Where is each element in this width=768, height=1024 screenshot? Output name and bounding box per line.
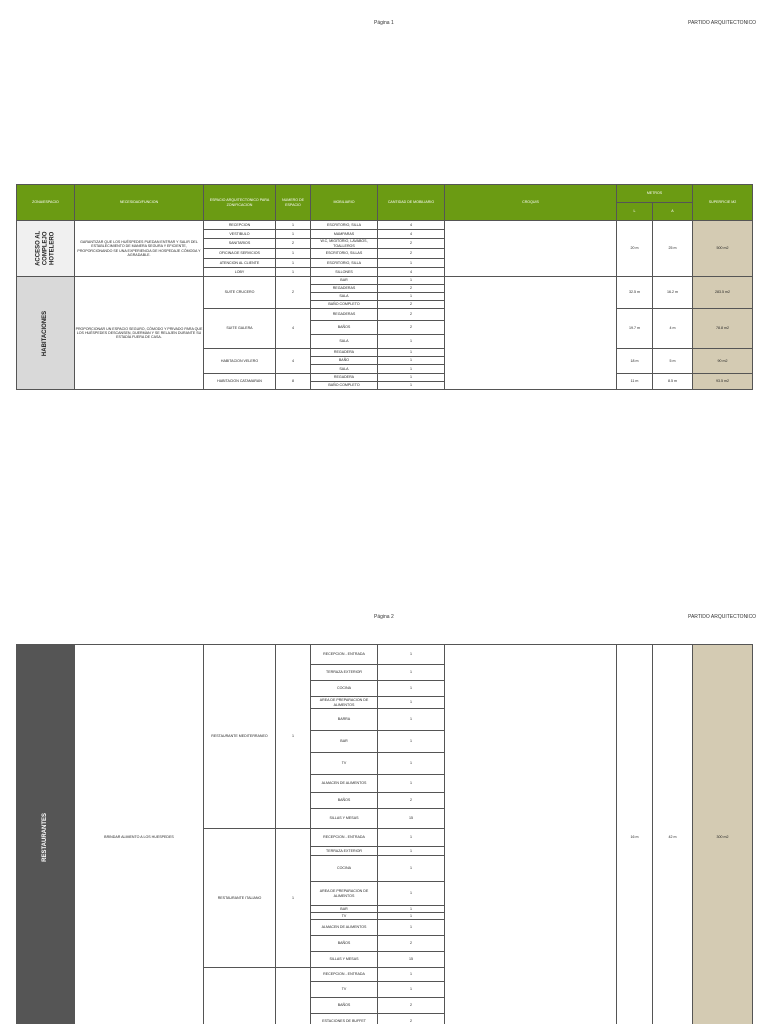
area-cell: 90 m2 <box>693 349 753 374</box>
numero-cell: 1 <box>276 268 311 277</box>
espacio-cell: RESTAURANTE MEDITERRANEO <box>204 645 276 829</box>
header-cantidad: CANTIDAD DE MOBILIARIO <box>378 185 445 221</box>
numero-cell: 1 <box>276 645 311 829</box>
cantidad-cell: 1 <box>378 847 445 856</box>
cantidad-cell: 2 <box>378 239 445 249</box>
mobiliario-cell: ALMACEN DE ALIMENTOS <box>311 775 378 793</box>
cantidad-cell: 15 <box>378 952 445 968</box>
habitaciones-necesidad: PROPORCIONAR UN ESPACIO SEGURO, CÓMODO Y PRIVADO PARA QUE LOS HUÉSPEDES DESCANSEN, DUERMAN Y SE RELAJEN DURANTE SU ESTADÍA FUERA DE CASA. <box>75 277 204 390</box>
numero-cell: 8 <box>276 374 311 390</box>
cantidad-cell: 1 <box>378 374 445 382</box>
area-cell: 283.5 m2 <box>693 277 753 309</box>
page2-clip <box>0 644 768 1024</box>
area-cell: 93.5 m2 <box>693 374 753 390</box>
cantidad-cell: 4 <box>378 221 445 230</box>
program-table-page2 <box>16 644 753 1024</box>
cantidad-cell: 1 <box>378 293 445 301</box>
header-metros: METROS <box>617 185 693 203</box>
cantidad-cell: 1 <box>378 913 445 920</box>
mobiliario-cell: BAÑOS <box>311 321 378 335</box>
espacio-cell: RESTAURANTE ITALIANO <box>204 829 276 968</box>
cantidad-cell: 1 <box>378 731 445 753</box>
mobiliario-cell: TERRAZA EXTERIOR <box>311 665 378 681</box>
cantidad-cell: 1 <box>378 709 445 731</box>
cantidad-cell: 1 <box>378 920 445 936</box>
program-table-page1 <box>16 184 753 390</box>
mobiliario-cell: SILLAS Y MESAS <box>311 809 378 829</box>
zone-acceso-label: ACCESO AL COMPLEJO HOTELERO <box>35 230 55 267</box>
espacio-cell: LOBY <box>204 268 276 277</box>
mobiliario-cell: BAÑO <box>311 357 378 365</box>
numero-cell: 1 <box>276 249 311 259</box>
header-zona: ZONA/ESPACIO <box>17 185 75 221</box>
mobiliario-cell: BAR <box>311 277 378 285</box>
cantidad-cell: 1 <box>378 968 445 982</box>
numero-cell: 1 <box>276 829 311 968</box>
espacio-cell <box>204 968 276 1024</box>
mobiliario-cell: BAÑOS <box>311 936 378 952</box>
croquis-cell <box>445 645 617 1024</box>
cantidad-cell: 1 <box>378 856 445 882</box>
area-cell: 500 m2 <box>693 221 753 277</box>
cantidad-cell: 2 <box>378 998 445 1014</box>
mobiliario-cell: BAÑO COMPLETO <box>311 382 378 390</box>
numero-cell <box>276 968 311 1024</box>
croquis-cell <box>445 277 617 390</box>
cantidad-cell: 1 <box>378 349 445 357</box>
numero-cell: 2 <box>276 277 311 309</box>
cantidad-cell: 1 <box>378 645 445 665</box>
acceso-necesidad: GARANTIZAR QUE LOS HUÉSPEDES PUEDAN ENTRAR Y SALIR DEL ESTABLECIMIENTO DE MANERA SEGURA Y EFICIENTE, PROPORCIONANDO SE UNA EXPERIENCIA DE HOSPEDAJE CÓMODA Y AGRADABLE. <box>75 221 204 277</box>
mobiliario-cell: SILLONES <box>311 268 378 277</box>
espacio-cell: SUITE GALERA <box>204 309 276 349</box>
cantidad-cell: 1 <box>378 906 445 913</box>
cantidad-cell: 2 <box>378 285 445 293</box>
cantidad-cell: 4 <box>378 268 445 277</box>
width-cell: 8.5 m <box>653 374 693 390</box>
mobiliario-cell: TERRAZA EXTERIOR <box>311 847 378 856</box>
mobiliario-cell: COCINA <box>311 681 378 697</box>
cantidad-cell: 4 <box>378 230 445 239</box>
cantidad-cell: 1 <box>378 753 445 775</box>
cantidad-cell: 2 <box>378 301 445 309</box>
cantidad-cell: 1 <box>378 335 445 349</box>
length-cell: 20 m <box>617 221 653 277</box>
mobiliario-cell: SALA <box>311 365 378 374</box>
header-espacio: ESPACIO ARQUITECTONICO PARA ZONIFICACION <box>204 185 276 221</box>
length-cell: 11 m <box>617 374 653 390</box>
document-title: PARTIDO ARQUITECTONICO <box>688 614 757 620</box>
width-cell: 4 m <box>653 309 693 349</box>
espacio-cell: OFICINA DE SERVICIOS <box>204 249 276 259</box>
zone-habitaciones <box>17 277 75 390</box>
area-cell: 300 m2 <box>693 645 753 1024</box>
length-cell: 16 m <box>617 645 653 1024</box>
mobiliario-cell: TV <box>311 913 378 920</box>
cantidad-cell: 1 <box>378 697 445 709</box>
cantidad-cell: 1 <box>378 829 445 847</box>
mobiliario-cell: ESCRITORIO, SILLA <box>311 259 378 268</box>
cantidad-cell: 1 <box>378 382 445 390</box>
mobiliario-cell: SILLAS Y MESAS <box>311 952 378 968</box>
mobiliario-cell: ESTACIONES DE BUFFET <box>311 1014 378 1024</box>
mobiliario-cell: AREA DE PREPARACION DE ALIMENTOS <box>311 882 378 906</box>
espacio-cell: SANITARIOS <box>204 239 276 249</box>
mobiliario-cell: SALA <box>311 293 378 301</box>
numero-cell: 1 <box>276 221 311 230</box>
mobiliario-cell: BAÑOS <box>311 793 378 809</box>
mobiliario-cell: COCINA <box>311 856 378 882</box>
cantidad-cell: 2 <box>378 309 445 321</box>
mobiliario-cell: RECEPCION - ENTRADA <box>311 968 378 982</box>
cantidad-cell: 2 <box>378 321 445 335</box>
zone-restaurantes-label: RESTAURANTES <box>42 812 49 862</box>
width-cell: 5 m <box>653 349 693 374</box>
mobiliario-cell: W.C, MIGITORIO, LAVABOS, TOALLEROS <box>311 239 378 249</box>
header-a: A <box>653 203 693 221</box>
header-croquis: CROQUIS <box>445 185 617 221</box>
width-cell: 16.2 m <box>653 277 693 309</box>
cantidad-cell: 15 <box>378 809 445 829</box>
numero-cell: 1 <box>276 230 311 239</box>
length-cell: 32.5 m <box>617 277 653 309</box>
zone-acceso <box>17 221 75 277</box>
header-numero: NUMERO DE ESPACIO <box>276 185 311 221</box>
cantidad-cell: 1 <box>378 277 445 285</box>
mobiliario-cell: SALA <box>311 335 378 349</box>
cantidad-cell: 1 <box>378 882 445 906</box>
espacio-cell: HABITACION CATAMARAN <box>204 374 276 390</box>
zone-habitaciones-label: HABITACIONES <box>42 310 49 356</box>
length-cell: 18 m <box>617 349 653 374</box>
mobiliario-cell: RECEPCION - ENTRADA <box>311 645 378 665</box>
header-mobiliario: MOBILIARIO <box>311 185 378 221</box>
mobiliario-cell: REGADERA <box>311 349 378 357</box>
espacio-cell: ATENCION AL CLIENTE <box>204 259 276 268</box>
mobiliario-cell: REGADERAS <box>311 285 378 293</box>
mobiliario-cell: RECEPCION - ENTRADA <box>311 829 378 847</box>
mobiliario-cell: ESCRITORIO, SILLAS <box>311 249 378 259</box>
numero-cell: 4 <box>276 309 311 349</box>
page-number: Página 1 <box>374 20 394 26</box>
cantidad-cell: 1 <box>378 259 445 268</box>
cantidad-cell: 1 <box>378 982 445 998</box>
header-superficie: SUPERFICIE M2 <box>693 185 753 221</box>
numero-cell: 2 <box>276 239 311 249</box>
croquis-cell <box>445 221 617 277</box>
cantidad-cell: 2 <box>378 1014 445 1024</box>
cantidad-cell: 1 <box>378 681 445 697</box>
length-cell: 19.7 m <box>617 309 653 349</box>
mobiliario-cell: TV <box>311 753 378 775</box>
cantidad-cell: 1 <box>378 365 445 374</box>
espacio-cell: SUITE CRUCERO <box>204 277 276 309</box>
cantidad-cell: 1 <box>378 357 445 365</box>
restaurantes-necesidad: BRINDAR ALIMENTO A LOS HUESPEDES <box>75 645 204 1024</box>
width-cell: 42 m <box>653 645 693 1024</box>
mobiliario-cell: BARRA <box>311 709 378 731</box>
cantidad-cell: 2 <box>378 936 445 952</box>
page-number: Página 2 <box>374 614 394 620</box>
zone-restaurantes <box>17 645 75 1024</box>
mobiliario-cell: MAMPARAS <box>311 230 378 239</box>
mobiliario-cell: ESCRITORIO, SILLA <box>311 221 378 230</box>
espacio-cell: VESTIBULO <box>204 230 276 239</box>
mobiliario-cell: TV <box>311 982 378 998</box>
cantidad-cell: 2 <box>378 249 445 259</box>
width-cell: 25 m <box>653 221 693 277</box>
header-necesidad: NECESIDAD/FUNCION <box>75 185 204 221</box>
espacio-cell: HABITACION VELERO <box>204 349 276 374</box>
mobiliario-cell: BAÑO COMPLETO <box>311 301 378 309</box>
mobiliario-cell: REGADERAS <box>311 309 378 321</box>
document-title: PARTIDO ARQUITECTONICO <box>688 20 757 26</box>
cantidad-cell: 1 <box>378 775 445 793</box>
espacio-cell: RECEPCION <box>204 221 276 230</box>
cantidad-cell: 1 <box>378 665 445 681</box>
mobiliario-cell: REGADERA <box>311 374 378 382</box>
cantidad-cell: 2 <box>378 793 445 809</box>
mobiliario-cell: AREA DE PREPARACION DE ALIMENTOS <box>311 697 378 709</box>
header-l: L <box>617 203 653 221</box>
area-cell: 78.8 m2 <box>693 309 753 349</box>
mobiliario-cell: BAR <box>311 731 378 753</box>
numero-cell: 4 <box>276 349 311 374</box>
mobiliario-cell: BAÑOS <box>311 998 378 1014</box>
mobiliario-cell: BAR <box>311 906 378 913</box>
mobiliario-cell: ALMACEN DE ALIMENTOS <box>311 920 378 936</box>
numero-cell: 1 <box>276 259 311 268</box>
